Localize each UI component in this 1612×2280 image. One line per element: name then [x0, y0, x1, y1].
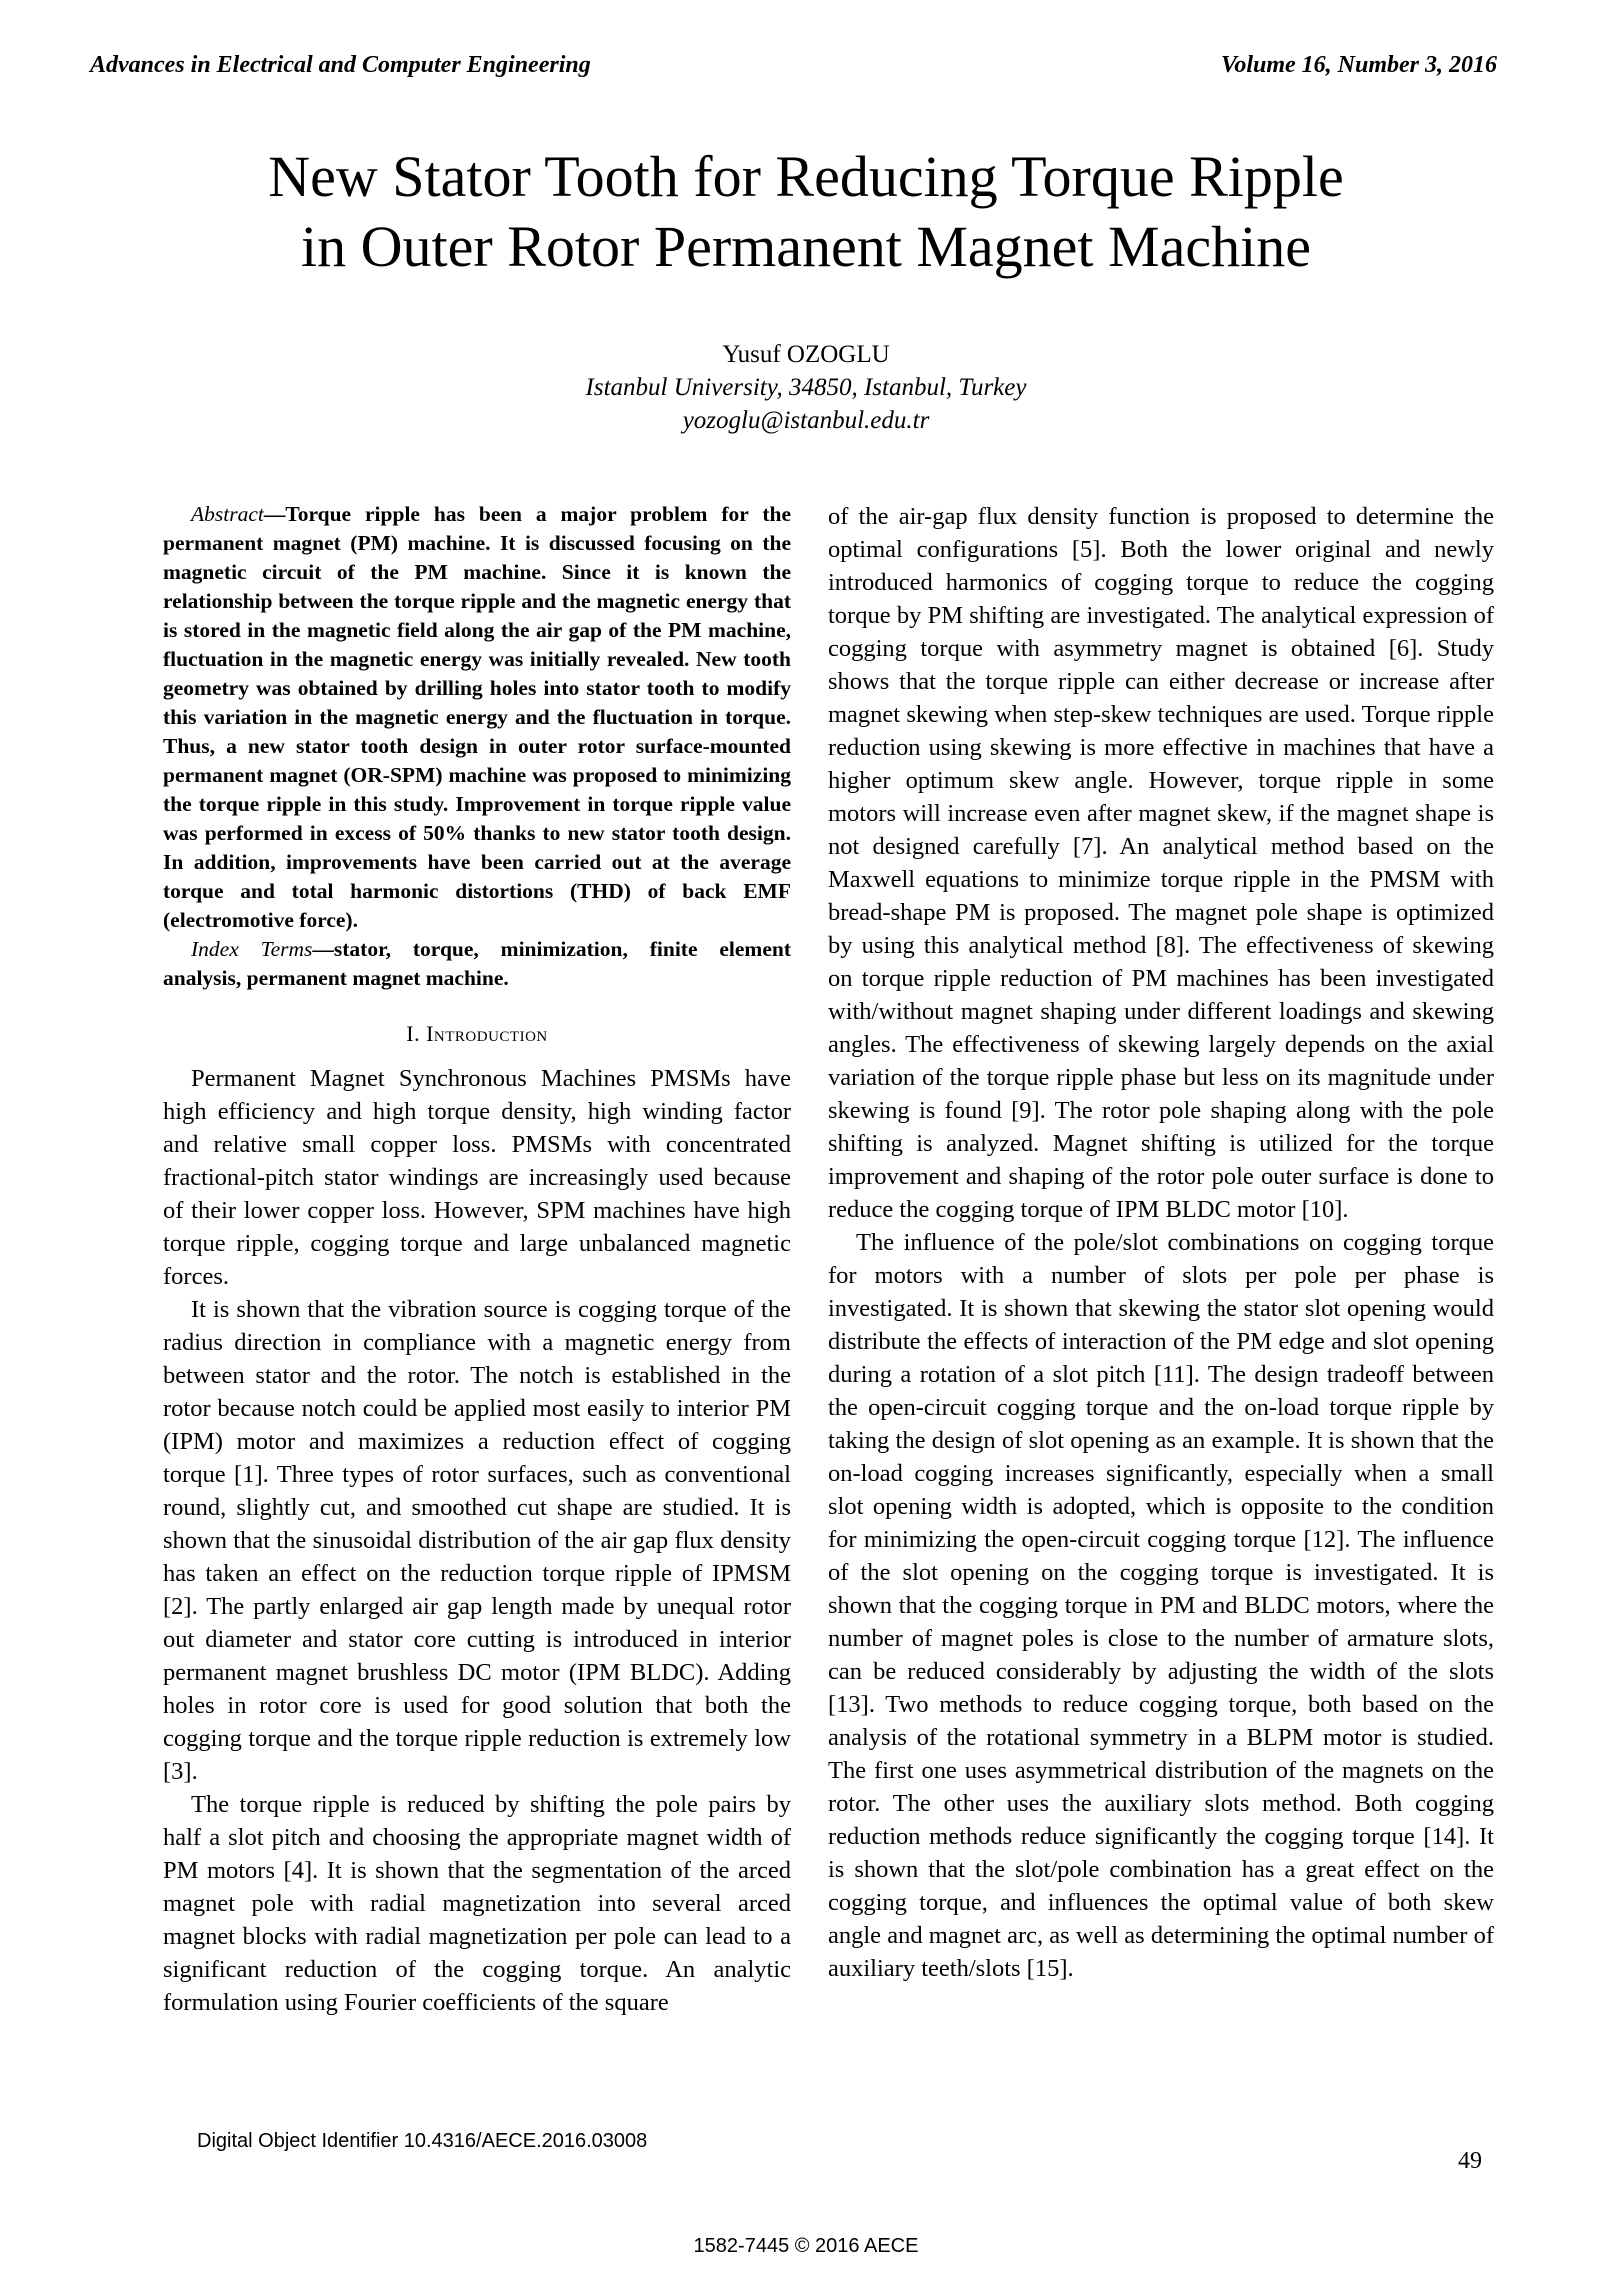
intro-paragraph-1: Permanent Magnet Synchronous Machines PMSMs have high efficiency and high torque density, high winding factor and relative small copper loss. PMSMs with concentrated fractional-pitch stator windings are increasingly used because of their lower copper loss. However, SPM machines have high torque ripple, cogging torque and large unbalanced magnetic forces.	[163, 1065, 791, 1290]
volume-info: Volume 16, Number 3, 2016	[1220, 52, 1497, 78]
abstract-text: —Torque ripple has been a major problem for the permanent magnet (PM) machine. It is discussed focusing on the magnetic circuit of the PM machine. Since it is known the relationship between the torque ripple and the magnetic energy that is stored in the magnetic field along the air gap of the PM machine, fluctuation in the magnetic energy was initially revealed. New tooth geometry was obtained by drilling holes into stator tooth to modify this variation in the magnetic energy and the fluctuation in torque. Thus, a new stator tooth design in outer rotor surface-mounted permanent magnet (OR-SPM) machine was proposed to minimizing the torque ripple in this study. Improvement in torque ripple value was performed in excess of 50% thanks to new stator tooth design. In addition, improvements have been carried out at the average torque and total harmonic distortions (THD) of back EMF (electromotive force).	[163, 502, 791, 932]
issn-copyright: 1582-7445 © 2016 AECE	[693, 2235, 919, 2257]
abstract	[163, 500, 791, 935]
intro-paragraph-4: The influence of the pole/slot combinations on cogging torque for motors with a number of slots per pole per phase is investigated. It is shown that skewing the stator slot opening would distribute the effects of interaction of the PM edge and slot opening during a rotation of a slot pitch [11]. The design tradeoff between the open-circuit cogging torque and the on-load torque ripple by taking the design of slot opening as an example. It is shown that the on-load cogging increases significantly, especially when a small slot opening width is adopted, which is opposite to the condition for minimizing the open-circuit cogging torque [12]. The influence of the slot opening on the cogging torque is investigated. It is shown that the cogging torque in PM and BLDC motors, where the number of magnet poles is close to the number of armature slots, can be reduced considerably by adjusting the width of the slots [13]. Two methods to reduce cogging torque, both based on the analysis of the rotational symmetry in a BLPM motor is studied. The first one uses asymmetrical distribution of the magnets on the rotor. The other uses the auxiliary slots method. Both cogging reduction methods reduce significantly the cogging torque [14]. It is shown that the slot/pole combination has a great effect on the cogging torque, and influences the optimal value of both skew angle and magnet arc, as well as determining the optimal number of auxiliary teeth/slots [15].	[828, 1229, 1494, 1982]
intro-paragraph-2: It is shown that the vibration source is cogging torque of the radius direction in compliance with a magnetic energy from between stator and the rotor. The notch is established in the rotor because notch could be applied most easily to interior PM (IPM) motor and maximizes a reduction effect of cogging torque [1]. Three types of rotor surfaces, such as conventional round, slightly cut, and smoothed cut shape are studied. It is shown that the sinusoidal distribution of the air gap flux density has taken an effect on the reduction torque ripple of IPMSM [2]. The partly enlarged air gap length made by unequal rotor out diameter and stator core cutting is introduced in interior permanent magnet brushless DC motor (IPM BLDC). Adding holes in rotor core is used for good solution that both the cogging torque and the torque ripple reduction is extremely low [3].	[163, 1296, 791, 1785]
intro-paragraph-3-continued: of the air-gap flux density function is proposed to determine the optimal configurations [5]. Both the lower original and newly introduced harmonics of cogging torque to reduce the cogging torque by PM shifting are investigated. The analytical expression of cogging torque with asymmetry magnet is obtained [6]. Study shows that the torque ripple can either decrease or increase after magnet skewing when step-skew techniques are used. Torque ripple reduction using skewing is more effective in machines that have a higher optimum skew angle. However, torque ripple in some motors will increase even after magnet skew, if the magnet shape is not designed carefully [7]. An analytical method based on the Maxwell equations to minimize torque ripple in the PMSM with bread-shape PM is proposed. The magnet pole shape is optimized by using this analytical method [8]. The effectiveness of skewing on torque ripple reduction of PM machines has been investigated with/without magnet shaping under different loadings and skewing angles. The effectiveness of skewing largely depends on the axial variation of the torque ripple phase but less on its magnitude under skewing is found [9]. The rotor pole shaping along with the pole shifting is analyzed. Magnet shifting is utilized for the torque improvement and shaping of the rotor pole outer surface is done to reduce the cogging torque of IPM BLDC motor [10].	[828, 503, 1494, 1223]
intro-paragraph-3: The torque ripple is reduced by shifting the pole pairs by half a slot pitch and choosing the appropriate magnet width of PM motors [4]. It is shown that the segmentation of the arced magnet pole with radial magnetization into several arced magnet blocks with radial magnetization per pole can lead to a significant reduction of the cogging torque. An analytic formulation using Fourier coefficients of the square	[163, 1791, 791, 2016]
index-terms-text: —stator, torque, minimization, finite element analysis, permanent magnet machine.	[163, 937, 791, 990]
author-affiliation: Istanbul University, 34850, Istanbul, Turkey	[585, 374, 1027, 401]
title-line-1: New Stator Tooth for Reducing Torque Ripple	[268, 144, 1344, 209]
right-column	[828, 500, 1494, 1985]
author-name: Yusuf OZOGLU	[722, 341, 890, 368]
page-number: 49	[1458, 2148, 1482, 2174]
journal-name: Advances in Electrical and Computer Engineering	[90, 52, 591, 78]
index-terms-lead: Index Terms	[191, 937, 313, 961]
index-terms	[163, 935, 791, 993]
paper-title	[0, 142, 1612, 282]
left-column	[163, 500, 791, 2019]
author-email: yozoglu@istanbul.edu.tr	[682, 407, 930, 434]
title-line-2: in Outer Rotor Permanent Magnet Machine	[301, 214, 1311, 279]
running-header	[90, 52, 1497, 79]
abstract-lead: Abstract	[191, 502, 264, 526]
section-heading-introduction: I. Introduction	[406, 1021, 548, 1046]
doi: Digital Object Identifier 10.4316/AECE.2016.03008	[197, 2130, 648, 2152]
author-block	[0, 338, 1612, 437]
